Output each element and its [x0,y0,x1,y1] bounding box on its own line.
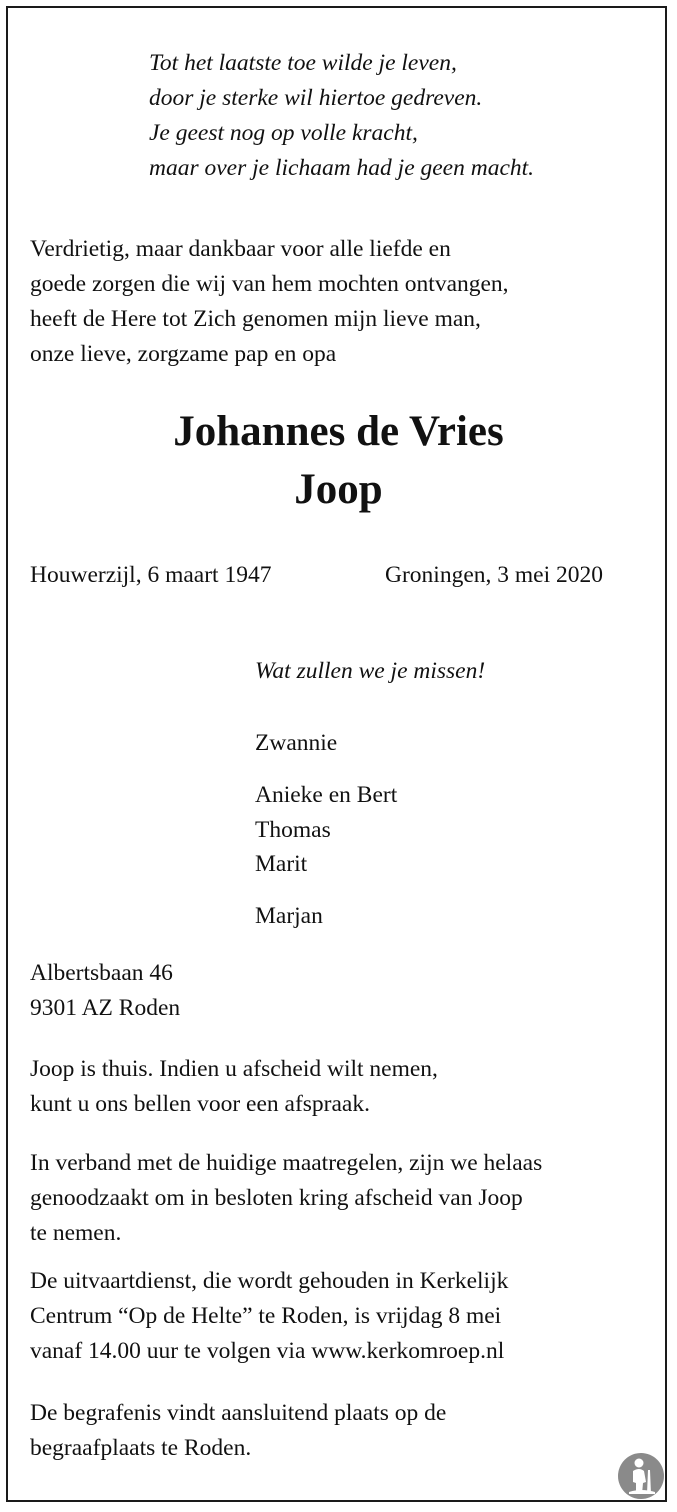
intro-line: goede zorgen die wij van hem mochten ontvangen, [30,271,509,297]
death-place-date: Groningen, 3 mei 2020 [385,562,603,588]
poem-line: Je geest nog op volle kracht, [149,120,418,146]
measures-paragraph [30,1146,542,1251]
visit-paragraph [30,1052,438,1122]
intro-line: onze lieve, zorgzame pap en opa [30,341,337,367]
paragraph-line: Joop is thuis. Indien u afscheid wilt nemen, [30,1056,438,1082]
memorial-logo-icon [617,1452,665,1500]
service-paragraph [30,1264,508,1369]
family-member: Marit [255,851,308,877]
family-group [255,778,397,882]
address-line: Albertsbaan 46 [30,960,173,986]
poem [149,46,534,186]
deceased-nickname: Joop [294,466,383,513]
missen-line: Wat zullen we je missen! [255,658,486,684]
burial-paragraph [30,1396,446,1466]
paragraph-line: De begrafenis vindt aansluitend plaats op de [30,1400,447,1426]
poem-line: door je sterke wil hiertoe gedreven. [149,85,483,111]
birth-place-date: Houwerzijl, 6 maart 1947 [30,562,272,588]
memorial-logo-svg [617,1452,665,1500]
family-member: Zwannie [255,730,338,756]
family-member: Marjan [255,903,323,929]
paragraph-line: Centrum “Op de Helte” te Roden, is vrijdag 8 mei [30,1303,502,1329]
address-line: 9301 AZ Roden [30,995,181,1021]
family-member: Thomas [255,816,331,843]
family-group [255,899,323,934]
deceased-name: Johannes de Vries [173,408,504,455]
family-group [255,726,337,761]
paragraph-line: kunt u ons bellen voor een afspraak. [30,1091,370,1117]
poem-line: Tot het laatste toe wilde je leven, [149,50,457,76]
poem-line: maar over je lichaam had je geen macht. [149,155,535,181]
paragraph-line: De uitvaartdienst, die wordt gehouden in Kerkelijk [30,1268,509,1294]
paragraph-line: begraafplaats te Roden. [30,1435,252,1461]
intro-line: Verdrietig, maar dankbaar voor alle liefde en [30,236,451,262]
paragraph-line: te nemen. [30,1220,122,1246]
family-member: Anieke en Bert [255,782,398,808]
paragraph-line: vanaf 14.00 uur te volgen via www.kerkomroep.nl [30,1338,505,1364]
paragraph-line: In verband met de huidige maatregelen, zijn we helaas [30,1150,543,1176]
intro-text [30,232,509,372]
address [30,956,180,1026]
paragraph-line: genoodzaakt om in besloten kring afscheid van Joop [30,1185,523,1211]
intro-line: heeft de Here tot Zich genomen mijn lieve man, [30,306,481,332]
